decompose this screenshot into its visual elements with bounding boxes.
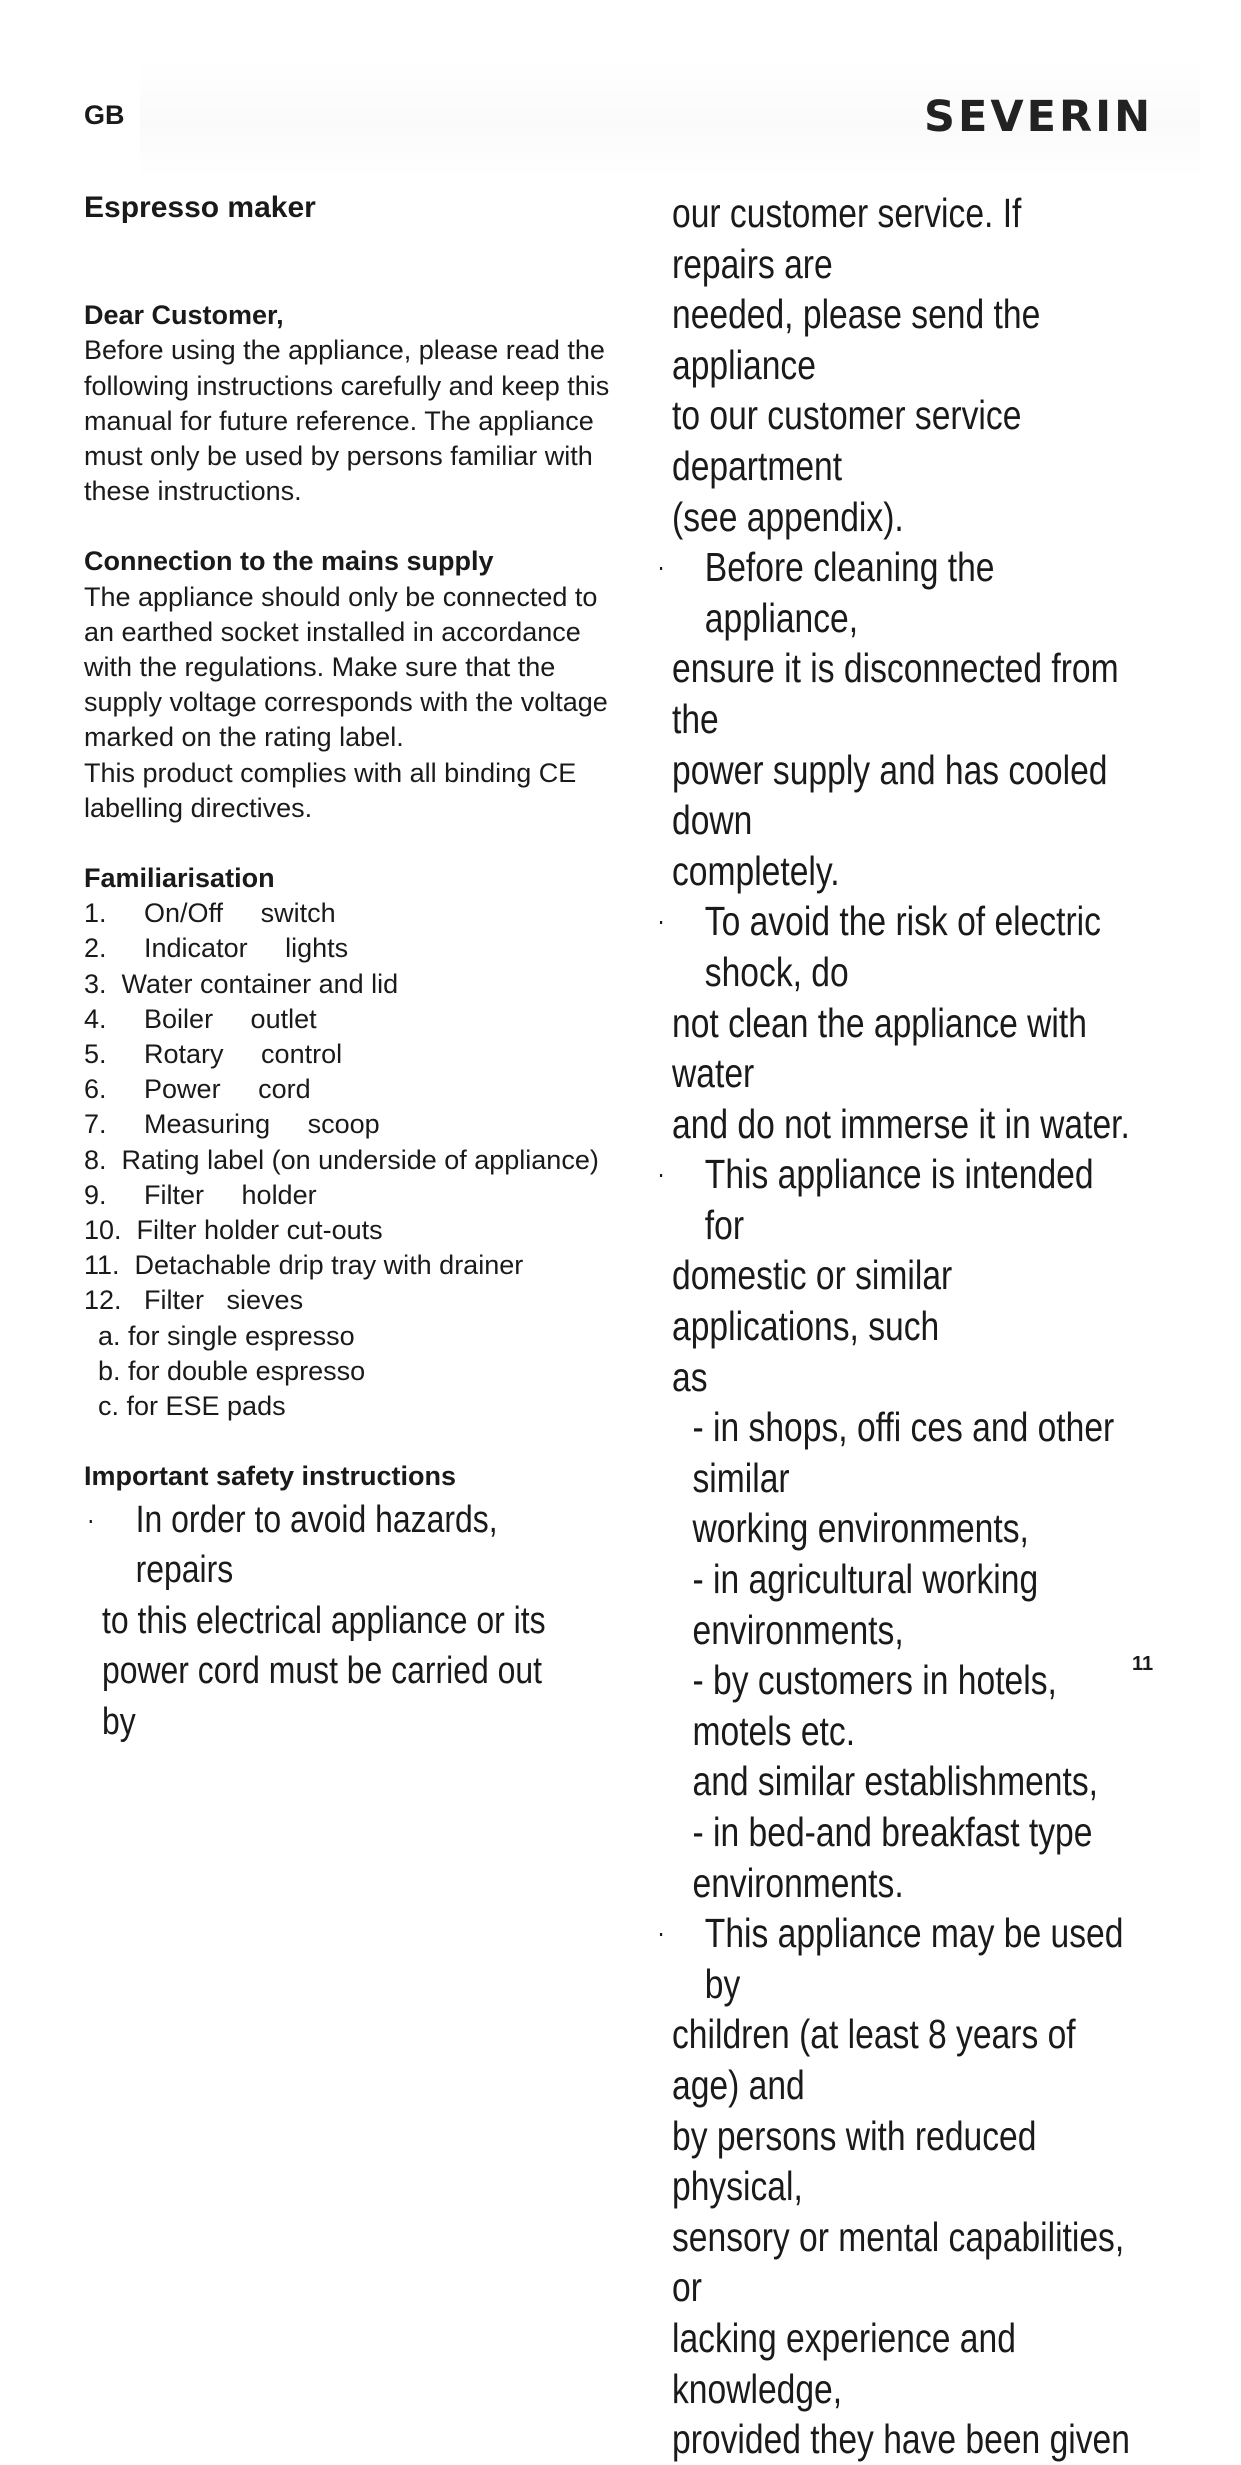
text-line: following instructions carefully and keep this xyxy=(84,370,610,401)
mains-heading: Connection to the mains supply xyxy=(84,546,494,577)
language-code: GB xyxy=(84,100,125,130)
list-subitem: c. for ESE pads xyxy=(98,1391,286,1422)
list-item: 11. Detachable drip tray with drainer xyxy=(84,1250,524,1281)
text-line: (see appendix). xyxy=(672,493,904,540)
left-column xyxy=(84,190,644,1747)
bullet-icon: · xyxy=(86,1503,95,1535)
text-line: ensure it is disconnected from the xyxy=(672,645,1119,742)
list-item: 2. Indicator lights xyxy=(84,933,349,964)
text-line: as xyxy=(672,1353,708,1400)
list-item: 8. Rating label (on underside of appliance) xyxy=(84,1144,599,1175)
dash-item: environments, xyxy=(692,1606,904,1653)
greeting-heading: Dear Customer, xyxy=(84,300,284,331)
text-line: marked on the rating label. xyxy=(84,722,404,753)
safety-bullet xyxy=(86,1495,572,1748)
text-line: and do not immerse it in water. xyxy=(672,1100,1130,1147)
text-line: To avoid the risk of electric shock, do xyxy=(704,898,1101,995)
text-line: our customer service. If repairs are xyxy=(672,190,1022,287)
list-subitem: b. for double espresso xyxy=(98,1355,366,1386)
list-item: 4. Boiler outlet xyxy=(84,1003,317,1034)
dash-item: - by customers in hotels, motels etc. xyxy=(692,1657,1057,1754)
text-line: In order to avoid hazards, repairs xyxy=(135,1498,498,1592)
text-line: This appliance is intended for xyxy=(704,1151,1094,1248)
text-line: completely. xyxy=(672,847,840,894)
text-line: supply voltage corresponds with the voltage xyxy=(84,687,608,718)
list-item: 12. Filter sieves xyxy=(84,1285,304,1316)
text-line: labelling directives. xyxy=(84,792,313,823)
text-line: sensory or mental capabilities, or xyxy=(672,2213,1125,2311)
list-item: 1. On/Off switch xyxy=(84,898,336,929)
text-line: manual for future reference. The appliance xyxy=(84,405,594,436)
bullet-icon: · xyxy=(657,905,665,937)
page-number: 11 xyxy=(1132,1653,1154,1675)
list-item: 3. Water container and lid xyxy=(84,968,399,999)
text-line: lacking experience and knowledge, xyxy=(672,2314,1016,2412)
text-line: must only be used by persons familiar with xyxy=(84,441,593,472)
safety-heading: Important safety instructions xyxy=(84,1461,457,1492)
list-item: 6. Power cord xyxy=(84,1074,311,1105)
safety-bullet xyxy=(657,542,1131,643)
text-line: to our customer service department xyxy=(672,392,1022,489)
safety-bullet xyxy=(657,896,1131,997)
text-line: children (at least 8 years of age) and xyxy=(672,2011,1076,2108)
text-line: Before using the appliance, please read the xyxy=(84,335,605,366)
dash-item: environments. xyxy=(692,1859,904,1906)
list-item: 10. Filter holder cut-outs xyxy=(84,1215,383,1246)
list-item: 9. Filter holder xyxy=(84,1179,317,1210)
text-line: Before cleaning the appliance, xyxy=(704,544,995,641)
brand-logo: SEVERIN xyxy=(924,92,1154,142)
text-line: This product complies with all binding CE xyxy=(84,757,577,788)
text-line: an earthed socket installed in accordance xyxy=(84,616,581,647)
bullet-icon: · xyxy=(657,1158,665,1190)
list-item: 7. Measuring scoop xyxy=(84,1109,380,1140)
text-line: This appliance may be used by xyxy=(704,1910,1124,2007)
bullet-icon: · xyxy=(657,1917,665,1949)
dash-item: - in bed-and breakfast type xyxy=(692,1809,1093,1855)
bullet-icon: · xyxy=(657,551,665,583)
parts-list xyxy=(84,896,644,1424)
dash-item: working environments, xyxy=(692,1505,1029,1552)
text-line: domestic or similar applications, such xyxy=(672,1252,953,1350)
text-line: with the regulations. Make sure that the xyxy=(84,652,556,683)
safety-bullet xyxy=(657,1149,1131,1250)
text-line: to this electrical appliance or its xyxy=(102,1599,546,1642)
right-column xyxy=(657,188,1131,2465)
list-subitem: a. for single espresso xyxy=(98,1320,355,1351)
dash-item: - in shops, offi ces and other similar xyxy=(692,1404,1115,1501)
text-line: power supply and has cooled down xyxy=(672,746,1108,844)
text-line: not clean the appliance with water xyxy=(672,999,1087,1097)
text-line: by persons with reduced physical, xyxy=(672,2112,1037,2210)
page-title: Espresso maker xyxy=(84,191,316,224)
text-line: power cord must be carried out by xyxy=(102,1650,543,1743)
text-line: needed, please send the appliance xyxy=(672,291,1041,388)
intro-paragraph xyxy=(84,333,644,509)
text-line: The appliance should only be connected to xyxy=(84,581,598,612)
text-line: these instructions. xyxy=(84,476,302,507)
list-item: 5. Rotary control xyxy=(84,1039,343,1070)
familiarisation-heading: Familiarisation xyxy=(84,863,275,894)
mains-paragraph xyxy=(84,580,644,826)
dash-item: and similar establishments, xyxy=(692,1758,1098,1805)
text-line: provided they have been given xyxy=(672,2416,1130,2463)
dash-item: - in agricultural working xyxy=(692,1556,1039,1603)
safety-bullet xyxy=(657,1908,1131,2009)
